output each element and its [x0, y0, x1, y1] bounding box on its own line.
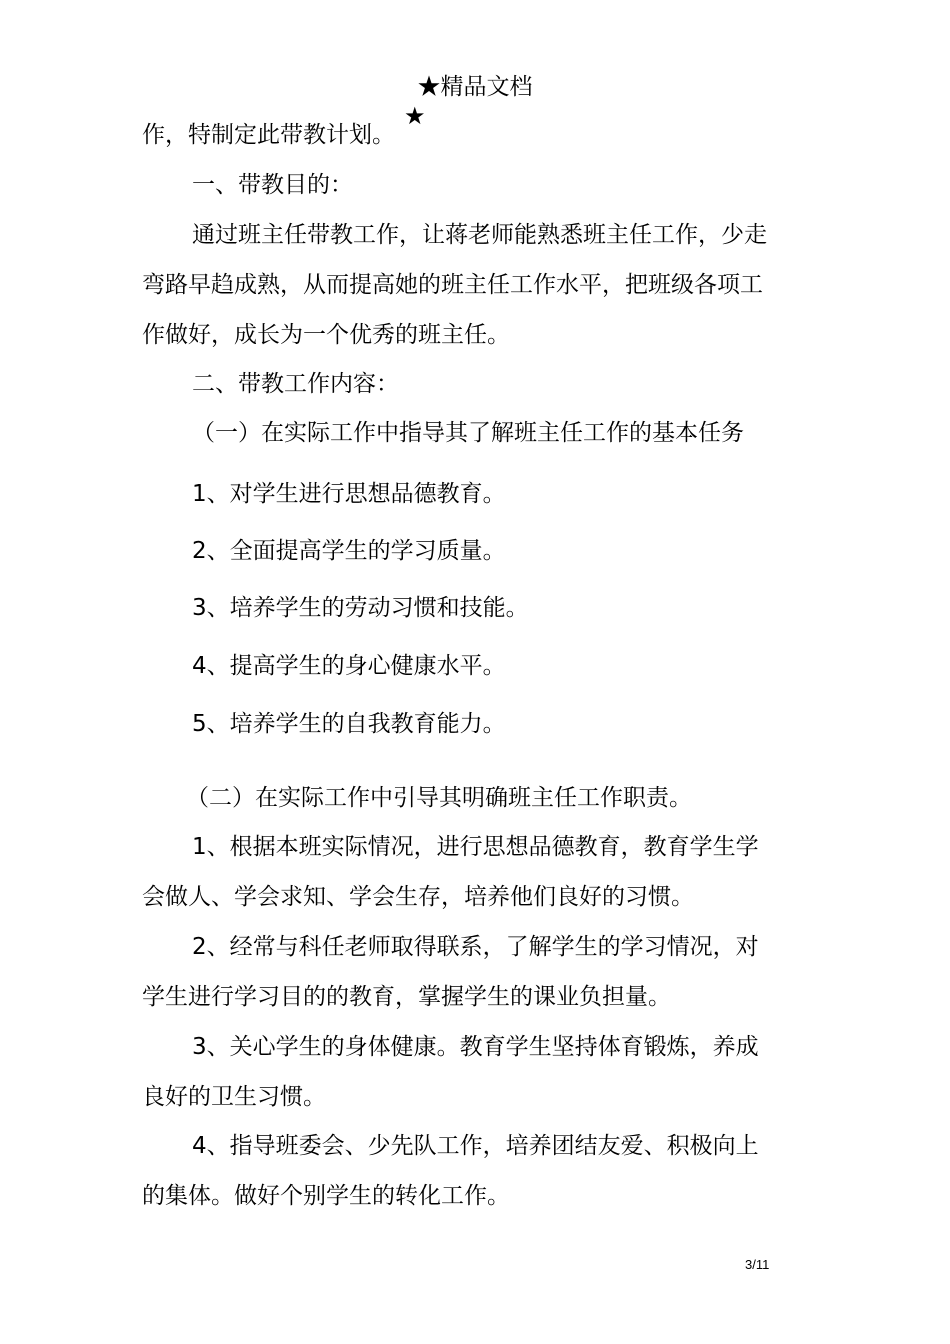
paragraph-line: 作做好，成长为一个优秀的班主任。 [142, 322, 510, 348]
paragraph-line: 良好的卫生习惯。 [142, 1084, 326, 1110]
paragraph-line: 的集体。做好个别学生的转化工作。 [142, 1183, 510, 1209]
list-item: 4、提高学生的身心健康水平。 [192, 653, 506, 679]
list-item: 3、培养学生的劳动习惯和技能。 [192, 595, 529, 621]
paragraph-line: 作，特制定此带教计划。 [142, 122, 395, 148]
page-number: 3/11 [745, 1257, 770, 1272]
paragraph-line: 3、关心学生的身体健康。教育学生坚持体育锻炼，养成 [192, 1034, 759, 1060]
paragraph-line: 4、指导班委会、少先队工作，培养团结友爱、积极向上 [192, 1133, 759, 1159]
page-header-title: ★精品文档 [417, 74, 533, 100]
header-star-icon: ★ [404, 102, 426, 130]
paragraph-line: 通过班主任带教工作，让蒋老师能熟悉班主任工作，少走 [192, 222, 767, 248]
paragraph-line: 2、经常与科任老师取得联系，了解学生的学习情况，对 [192, 934, 759, 960]
section-heading: 二、带教工作内容： [192, 371, 399, 397]
subsection-heading: （一）在实际工作中指导其了解班主任工作的基本任务 [192, 420, 744, 446]
list-item: 2、全面提高学生的学习质量。 [192, 538, 506, 564]
paragraph-line: 会做人、学会求知、学会生存，培养他们良好的习惯。 [142, 884, 694, 910]
subsection-heading: （二）在实际工作中引导其明确班主任工作职责。 [186, 785, 692, 811]
paragraph-line: 1、根据本班实际情况，进行思想品德教育，教育学生学 [192, 834, 759, 860]
paragraph-line: 学生进行学习目的的教育，掌握学生的课业负担量。 [142, 984, 671, 1010]
paragraph-line: 弯路早趋成熟，从而提高她的班主任工作水平，把班级各项工 [142, 272, 763, 298]
section-heading: 一、带教目的： [192, 172, 353, 198]
list-item: 5、培养学生的自我教育能力。 [192, 711, 506, 737]
list-item: 1、对学生进行思想品德教育。 [192, 481, 506, 507]
